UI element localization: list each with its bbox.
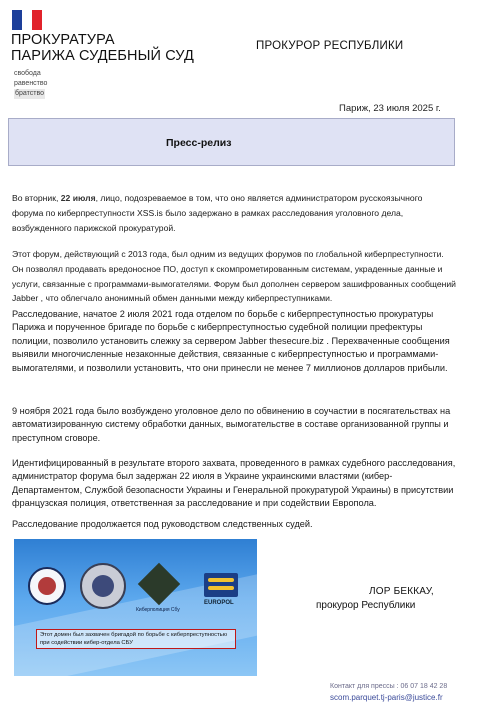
paragraph-forum: Этот форум, действующий с 2013 года, был одним из ведущих форумов по глобальной киберпреступности. Он позволял продавать вредоносное ПО, доступ к скомпрометированным системам, украденные данные и услуги, связанные с программами-вымогателями. Форум был дополнен сервером зашифрованных сообщений Jabber , что облегчало анонимный обмен данными между киберпреступниками. <box>12 249 456 304</box>
p1-intro: Во вторник, <box>12 193 59 203</box>
org-name-line2: ПАРИЖА СУДЕБНЫЙ СУД <box>11 48 194 64</box>
police-badge-icon <box>28 567 66 605</box>
p1-date: 22 июля <box>60 193 96 203</box>
p1-body: , лицо, подозреваемое в том, что оно является администратором русскоязычного форума по киберпреступности XSS.is было задержано в рамках расследования уголовного дела, возбужденного парижской прокуратурой. <box>12 193 423 233</box>
motto-equality: равенство <box>14 80 48 87</box>
paragraph-charges: 9 ноября 2021 года было возбуждено уголовное дело по обвинению в соучастии в посягательствах на автоматизированную систему обработки данных, вымогательстве в составе организованной группы и преступном сговоре. <box>12 406 451 443</box>
paragraph-arrest <box>12 191 456 235</box>
seizure-notice: Этот домен был захвачен бригадой по борьбе с киберпреступностью при содействии кибер-отдела СБУ <box>36 629 236 649</box>
cyberpolice-caption: Киберполиция Сбу <box>136 607 180 613</box>
dateline: Париж, 23 июля 2025 г. <box>339 103 441 114</box>
signature-role: прокурор Республики <box>316 600 416 611</box>
prosecutor-heading: ПРОКУРОР РЕСПУБЛИКИ <box>256 40 404 52</box>
motto-liberty: свобода <box>14 70 41 77</box>
page-title: Пресс-релиз <box>166 137 232 149</box>
europol-logo-icon <box>204 573 238 597</box>
motto-fraternity: братство <box>15 90 45 97</box>
cyber-unit-badge-icon <box>80 563 126 609</box>
paragraph-investigation: Расследование, начатое 2 июля 2021 года отделом по борьбе с киберпреступностью прокуратуры Парижа и порученное бригаде по борьбе с киберпреступностью судебной полиции префектуры полиции, позволило установить слежку за сервером Jabber thesecure.biz . Перехваченные сообщения выявили многочисленные незаконные действия, связанные с киберпреступностью и программами-вымогателями, и позволили установить, что они принесли не менее 7 миллионов долларов прибыли. <box>12 309 450 373</box>
org-name-line1: ПРОКУРАТУРА <box>11 32 115 48</box>
press-email-link[interactable]: scom.parquet.tj-paris@justice.fr <box>330 693 443 702</box>
paragraph-identification: Идентифицированный в результате второго захвата, проведенного в рамках судебного расследования, администратор форума был задержан 22 июля в Украине украинскими властями (кибер-Департаментом, Службой безопасности Украины и Генеральной прокуратурой Украины) в присутствии французская полиция, ответственная за расследование и при содействии Европола. <box>12 458 456 509</box>
seizure-banner-image <box>14 539 257 676</box>
signature-name: ЛОР БЕККАУ, <box>369 586 434 597</box>
motto <box>14 69 47 99</box>
title-box <box>8 118 455 166</box>
press-contact: Контакт для прессы : 06 07 18 42 28 <box>330 683 448 690</box>
europol-caption: EUROPOL <box>204 600 234 606</box>
french-flag-icon <box>12 10 42 30</box>
paragraph-ongoing: Расследование продолжается под руководством следственных судей. <box>12 519 313 529</box>
